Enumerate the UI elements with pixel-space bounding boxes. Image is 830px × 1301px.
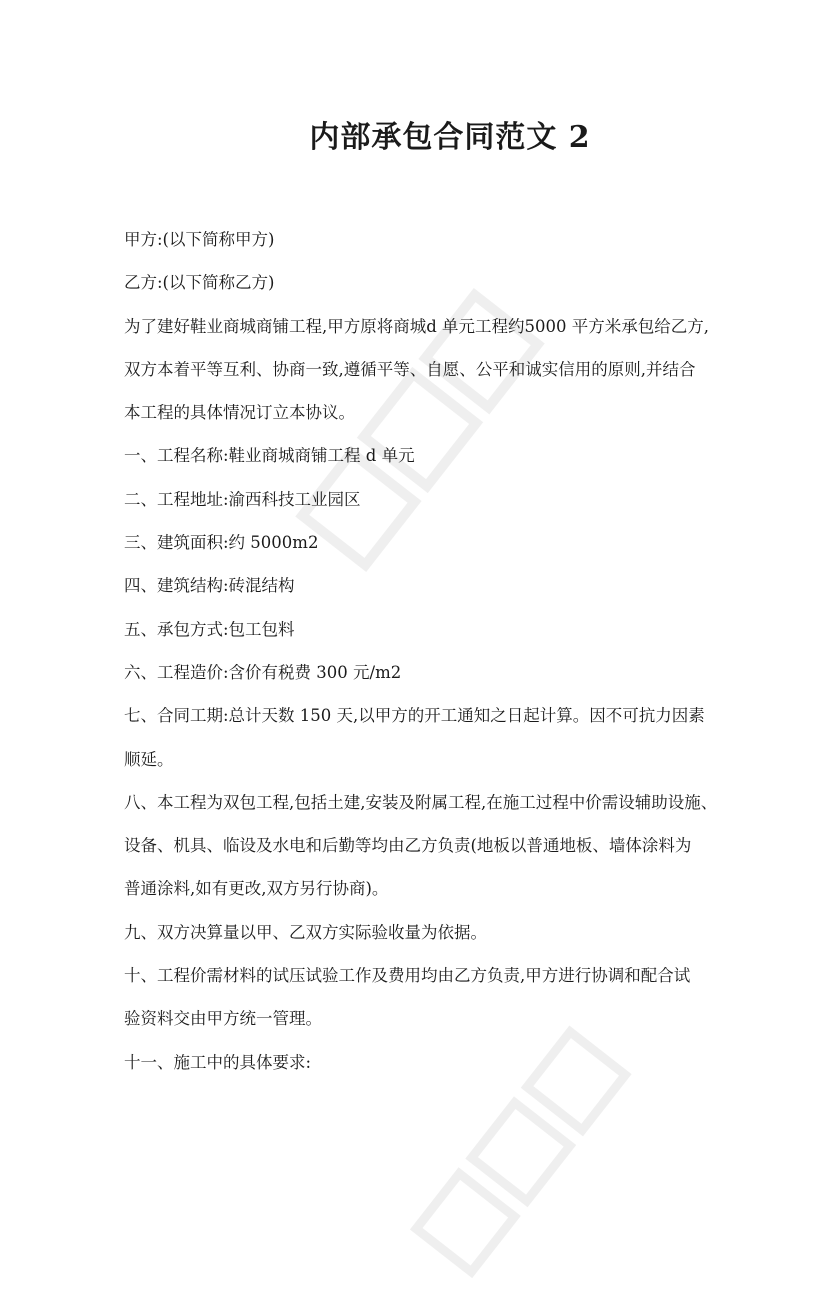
clause-line: 五、承包方式:包工包料 [124, 619, 295, 639]
document-title: 内部承包合同范文 2 [309, 120, 591, 155]
clause-line: 二、工程地址:渝西科技工业园区 [124, 489, 361, 509]
clause-line: 十一、施工中的具体要求: [124, 1052, 312, 1072]
clause-line: 八、本工程为双包工程,包括土建,安装及附属工程,在施工过程中价需设辅助设施、 [124, 792, 718, 812]
clause-line: 设备、机具、临设及水电和后勤等均由乙方负责(地板以普通地板、墙体涂料为 [124, 836, 692, 856]
clause-line: 九、双方决算量以甲、乙双方实际验收量为依据。 [124, 922, 487, 942]
paragraph-line: 双方本着平等互利、协商一致,遵循平等、自愿、公平和诚实信用的原则,并结合 [124, 359, 696, 379]
clause-line: 验资料交由甲方统一管理。 [124, 1009, 322, 1029]
clause-line: 六、工程造价:含价有税费 300 元/m2 [124, 662, 402, 682]
clause-line: 普通涂料,如有更改,双方另行协商)。 [124, 879, 389, 899]
paragraph-line: 为了建好鞋业商城商铺工程,甲方原将商城d 单元工程约5000 平方米承包给乙方, [124, 316, 710, 336]
clause-line: 四、建筑结构:砖混结构 [124, 576, 295, 596]
clause-line: 一、工程名称:鞋业商城商铺工程 d 单元 [124, 446, 415, 466]
document-body [124, 218, 724, 1084]
clause-line: 顺延。 [124, 749, 174, 769]
clause-line: 七、合同工期:总计天数 150 天,以甲方的开工通知之日起计算。因不可抗力因素 [124, 706, 705, 726]
clause-line: 十、工程价需材料的试压试验工作及费用均由乙方负责,甲方进行协调和配合试 [124, 966, 691, 986]
clause-line: 三、建筑面积:约 5000m2 [124, 533, 319, 553]
paragraph-line: 本工程的具体情况订立本协议。 [124, 403, 355, 423]
paragraph-line: 乙方:(以下简称乙方) [124, 273, 275, 293]
paragraph-line: 甲方:(以下简称甲方) [124, 230, 275, 249]
